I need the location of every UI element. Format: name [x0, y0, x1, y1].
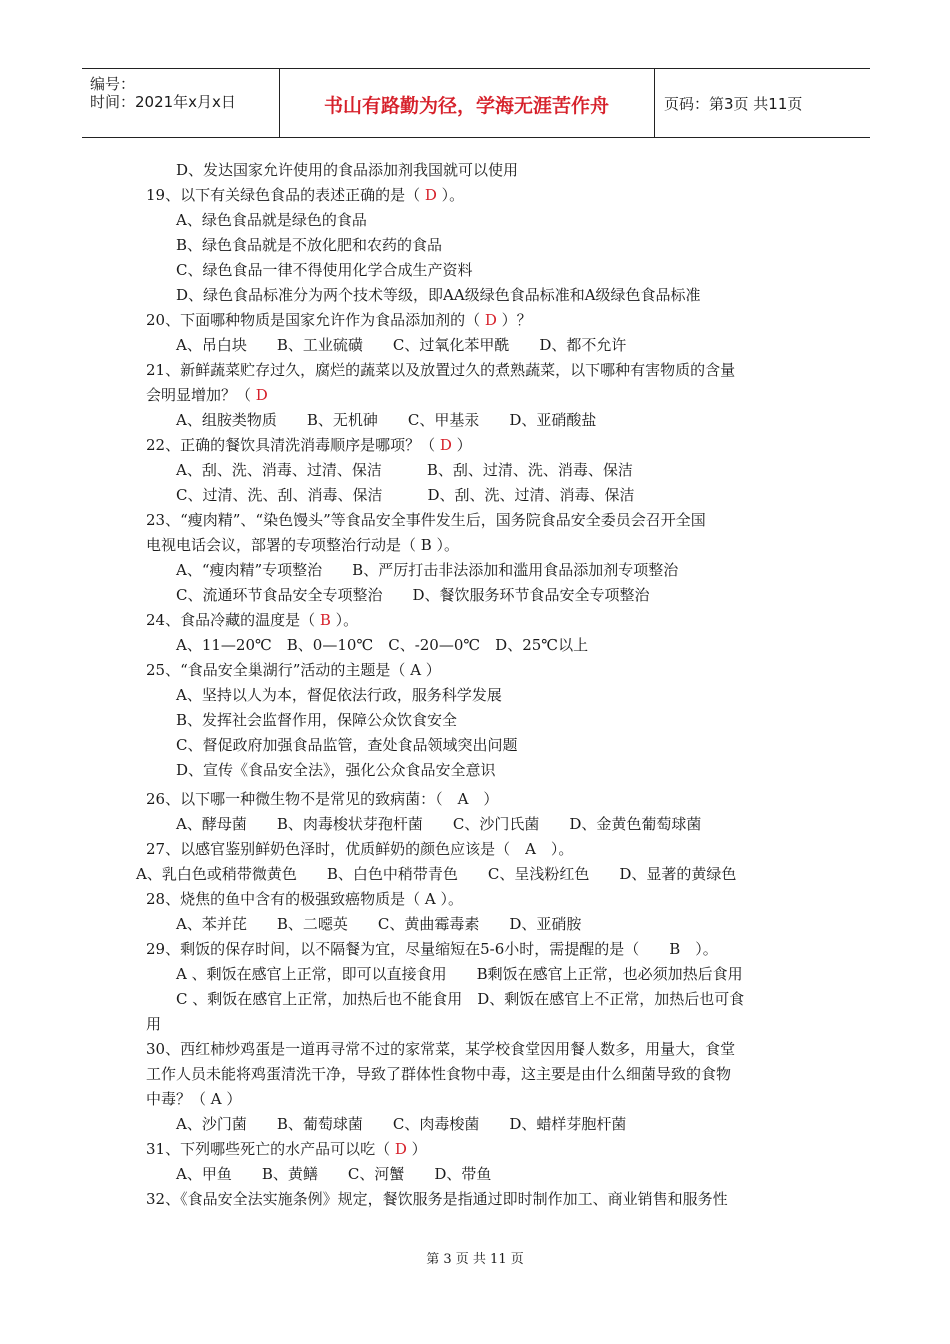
- text-line: [146, 962, 826, 987]
- line-text: C 、剩饭在感官上正常，加热后也不能食用 D、剩饭在感官上不正常，加热后也可食: [176, 990, 745, 1008]
- question-list: [136, 158, 826, 1212]
- text-line: [146, 533, 826, 558]
- text-line: [146, 758, 826, 783]
- line-text: C、过清、洗、刮、消毒、保洁 D、刮、洗、过清、消毒、保洁: [176, 486, 635, 504]
- line-text-tail: ）？: [496, 311, 532, 329]
- line-text: 20、下面哪种物质是国家允许作为食品添加剂的（: [146, 311, 485, 329]
- line-text: D、绿色食品标准分为两个技术等级，即AA级绿色食品标准和A级绿色食品标准: [176, 286, 701, 304]
- text-line: [146, 683, 826, 708]
- text-line: [146, 183, 826, 208]
- text-line: [146, 558, 826, 583]
- answer-mark: D: [255, 386, 268, 404]
- answer-mark: B: [319, 611, 331, 629]
- line-text: A 、剩饭在感官上正常，即可以直接食用 B剩饭在感官上正常，也必须加热后食用: [176, 965, 743, 983]
- text-line: [146, 358, 826, 383]
- header-motto-cell: [279, 69, 655, 137]
- text-line: [146, 208, 826, 233]
- text-line: [146, 1062, 826, 1087]
- line-text: A、11—20℃ B、0—10℃ C、-20—0℃ D、25℃以上: [176, 636, 589, 654]
- line-text: C、绿色食品一律不得使用化学合成生产资料: [176, 261, 473, 279]
- answer-mark: D: [484, 311, 497, 329]
- answer-mark: D: [394, 1140, 407, 1158]
- page-footer: 第 3 页 共 11 页: [426, 1252, 524, 1267]
- text-line: [146, 987, 826, 1012]
- text-line: [146, 583, 826, 608]
- text-line: [146, 333, 826, 358]
- text-line: [146, 508, 826, 533]
- line-text: 19、以下有关绿色食品的表述正确的是（: [146, 186, 425, 204]
- number-label: 编号：: [90, 75, 136, 93]
- line-text: B、发挥社会监督作用，保障公众饮食安全: [176, 711, 458, 729]
- text-line: [146, 1137, 826, 1162]
- header-page-cell: [654, 69, 870, 137]
- page-header: [82, 68, 870, 138]
- text-line: [146, 158, 826, 183]
- line-text: 中毒？（ A ）: [146, 1090, 242, 1108]
- line-text: 28、烧焦的鱼中含有的极强致癌物质是（ A ）。: [146, 890, 463, 908]
- text-line: [146, 458, 826, 483]
- text-line: [146, 608, 826, 633]
- text-line: [146, 483, 826, 508]
- line-text-tail: ）。: [436, 186, 465, 204]
- line-text: 电视电话会议，部署的专项整治行动是（ B ）。: [146, 536, 460, 554]
- text-line: [136, 862, 826, 887]
- line-text: A、组胺类物质 B、无机砷 C、甲基汞 D、亚硝酸盐: [176, 411, 597, 429]
- text-line: [146, 308, 826, 333]
- line-text: C、督促政府加强食品监管，查处食品领域突出问题: [176, 736, 518, 754]
- text-line: [146, 787, 826, 812]
- line-text: A、绿色食品就是绿色的食品: [176, 211, 367, 229]
- line-text: 23、“瘦肉精”、“染色馒头”等食品安全事件发生后，国务院食品安全委员会召开全国: [146, 511, 706, 529]
- line-text: D、发达国家允许使用的食品添加剂我国就可以使用: [176, 161, 519, 179]
- line-text: A、甲鱼 B、黄鳝 C、河蟹 D、带鱼: [176, 1165, 492, 1183]
- line-text: A、乳白色或稍带微黄色 B、白色中稍带青色 C、呈浅粉红色 D、显著的黄绿色: [136, 865, 737, 883]
- line-text: 22、正确的餐饮具清洗消毒顺序是哪项？（: [146, 436, 440, 454]
- line-text: A、刮、洗、消毒、过清、保洁 B、刮、过清、洗、消毒、保洁: [176, 461, 633, 479]
- line-text: 29、剩饭的保存时间，以不隔餐为宜，尽量缩短在5-6小时，需提醒的是（ B ）。: [146, 940, 718, 958]
- text-line: [146, 837, 826, 862]
- text-line: [146, 1037, 826, 1062]
- line-text: 21、新鲜蔬菜贮存过久，腐烂的蔬菜以及放置过久的煮熟蔬菜，以下哪种有害物质的含量: [146, 361, 736, 379]
- text-line: [146, 633, 826, 658]
- motto: 书山有路勤为径，学海无涯苦作舟: [323, 95, 609, 117]
- line-text: 30、西红柿炒鸡蛋是一道再寻常不过的家常菜，某学校食堂因用餐人数多，用量大，食堂: [146, 1040, 736, 1058]
- line-text: D、宣传《食品安全法》，强化公众食品安全意识: [176, 761, 496, 779]
- text-line: [146, 733, 826, 758]
- text-line: [146, 887, 826, 912]
- line-text: 32、《食品安全法实施条例》规定，餐饮服务是指通过即时制作加工、商业销售和服务性: [146, 1190, 728, 1208]
- answer-mark: D: [439, 436, 452, 454]
- text-line: [146, 812, 826, 837]
- text-line: [146, 1112, 826, 1137]
- page-label: 页码：第3页 共11页: [664, 95, 803, 113]
- line-text: 26、以下哪一种微生物不是常见的致病菌：（ A ）: [146, 790, 499, 808]
- line-text-tail: ）。: [330, 611, 359, 629]
- text-line: [146, 912, 826, 937]
- text-line: [146, 258, 826, 283]
- text-line: [146, 408, 826, 433]
- text-line: [146, 383, 826, 408]
- answer-mark: D: [424, 186, 437, 204]
- header-meta-cell: [82, 69, 280, 137]
- line-text: 31、下列哪些死亡的水产品可以吃（: [146, 1140, 395, 1158]
- line-text: A、苯并芘 B、二噁英 C、黄曲霉毒素 D、亚硝胺: [176, 915, 582, 933]
- text-line: [146, 1012, 826, 1037]
- line-text: A、坚持以人为本，督促依法行政，服务科学发展: [176, 686, 502, 704]
- line-text-tail: ）: [406, 1140, 427, 1158]
- line-text: 工作人员未能将鸡蛋清洗干净，导致了群体性食物中毒，这主要是由什么细菌导致的食物: [146, 1065, 732, 1083]
- text-line: [146, 283, 826, 308]
- line-text: A、“瘦肉精”专项整治 B、严厉打击非法添加和滥用食品添加剂专项整治: [176, 561, 679, 579]
- line-text: B、绿色食品就是不放化肥和农药的食品: [176, 236, 443, 254]
- line-text: C、流通环节食品安全专项整治 D、餐饮服务环节食品安全专项整治: [176, 586, 650, 604]
- text-line: [146, 1087, 826, 1112]
- time-label: 时间：2021年x月x日: [90, 93, 236, 111]
- line-text: A、吊白块 B、工业硫磺 C、过氧化苯甲酰 D、都不允许: [176, 336, 627, 354]
- text-line: [146, 1162, 826, 1187]
- line-text: A、酵母菌 B、肉毒梭状芽孢杆菌 C、沙门氏菌 D、金黄色葡萄球菌: [176, 815, 702, 833]
- text-line: [146, 708, 826, 733]
- line-text: 用: [146, 1015, 162, 1033]
- line-text: 27、以感官鉴别鲜奶色泽时，优质鲜奶的颜色应该是（ A ）。: [146, 840, 574, 858]
- line-text: 25、“食品安全巢湖行”活动的主题是（ A ）: [146, 661, 441, 679]
- text-line: [146, 658, 826, 683]
- text-line: [146, 1187, 826, 1212]
- text-line: [146, 233, 826, 258]
- line-text: A、沙门菌 B、葡萄球菌 C、肉毒梭菌 D、蜡样芽胞杆菌: [176, 1115, 627, 1133]
- line-text-tail: ）: [451, 436, 472, 454]
- text-line: [146, 937, 826, 962]
- text-line: [146, 433, 826, 458]
- line-text: 会明显增加？（: [146, 386, 256, 404]
- line-text: 24、食品冷藏的温度是（: [146, 611, 320, 629]
